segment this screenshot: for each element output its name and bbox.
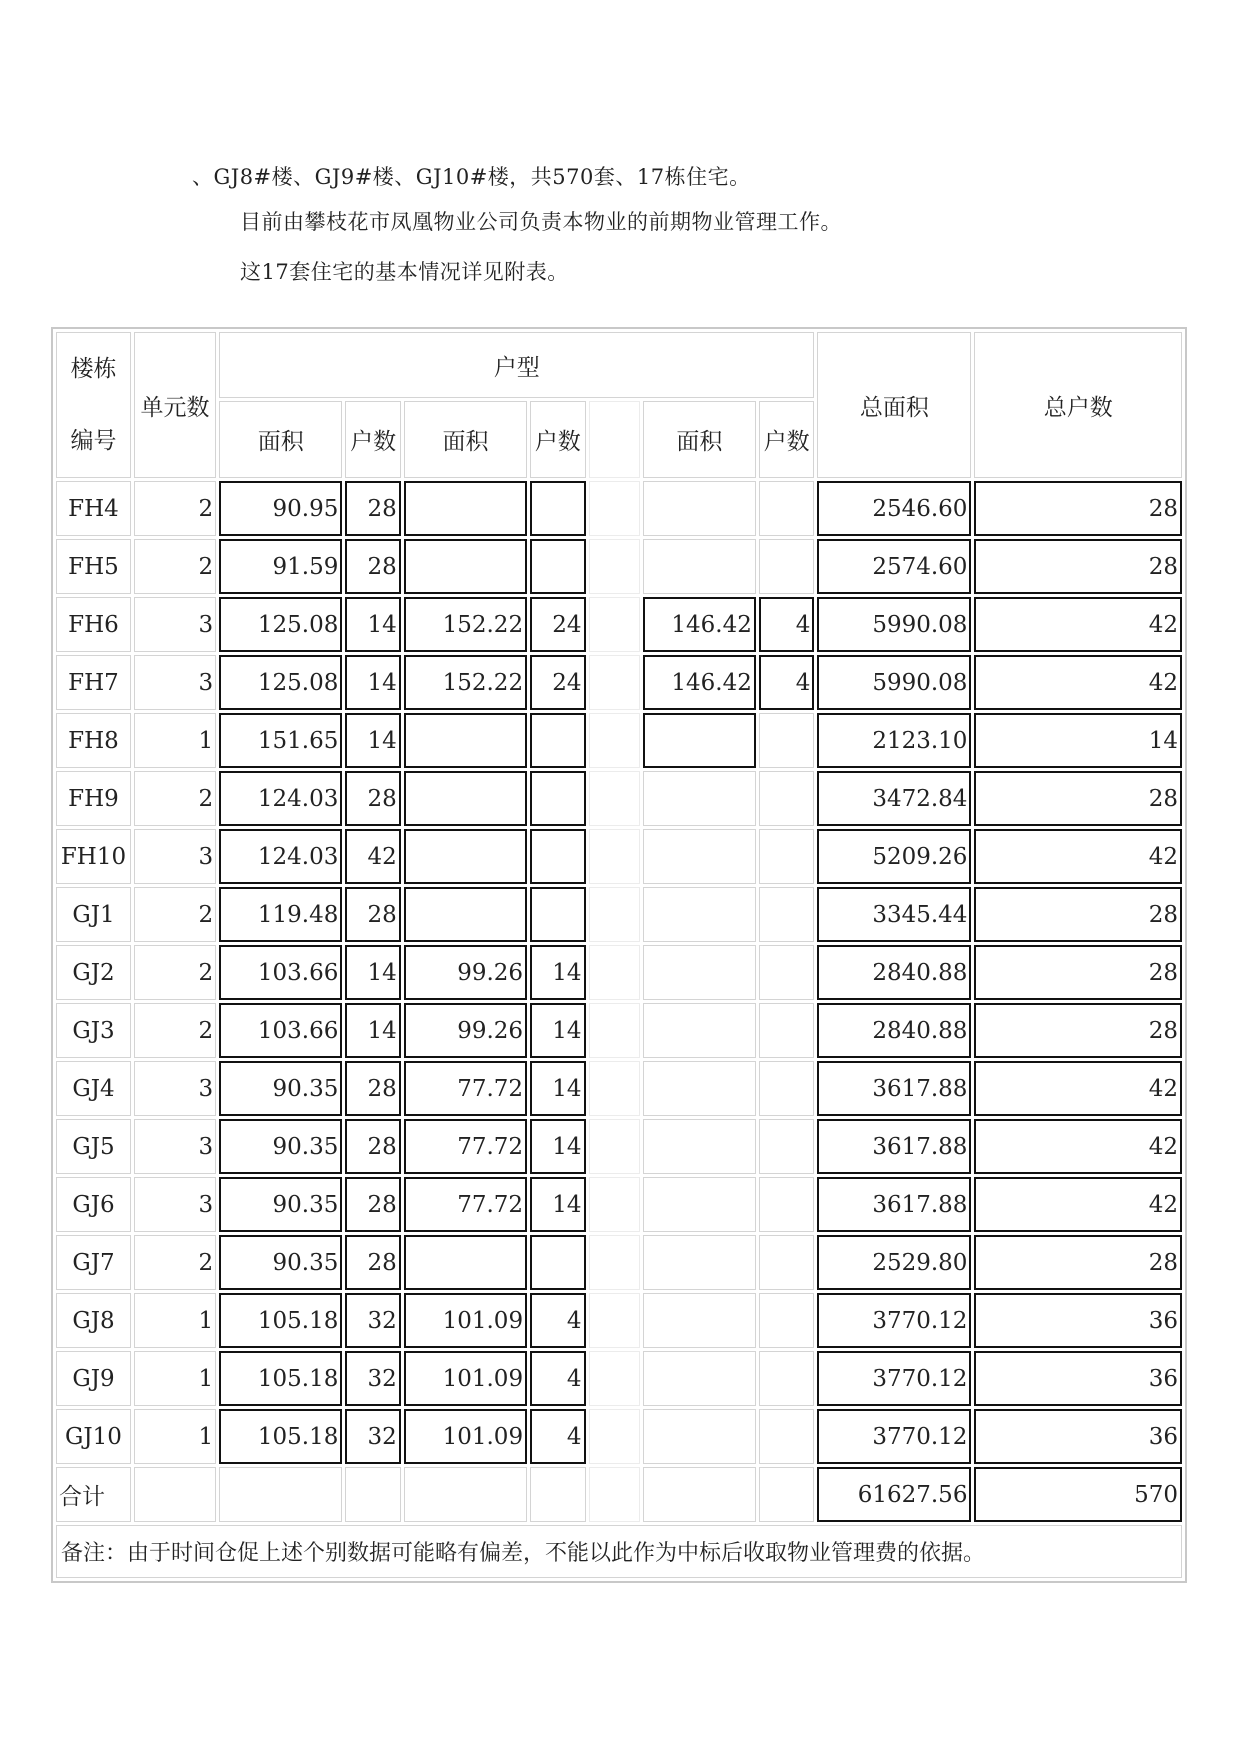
cell-households-3 bbox=[759, 1061, 815, 1116]
cell-households-1: 14 bbox=[345, 1003, 400, 1058]
cell-spacer bbox=[589, 481, 640, 536]
table-row bbox=[56, 481, 1182, 536]
cell-units: 1 bbox=[134, 1293, 216, 1348]
intro-line-2: 目前由攀枝花市凤凰物业公司负责本物业的前期物业管理工作。 bbox=[240, 210, 842, 234]
cell-total-households: 28 bbox=[974, 1235, 1182, 1290]
cell-area-2 bbox=[404, 829, 527, 884]
header-building bbox=[56, 332, 131, 478]
cell-area-1: 125.08 bbox=[219, 655, 342, 710]
cell-area-1: 119.48 bbox=[219, 887, 342, 942]
cell-households-3 bbox=[759, 887, 815, 942]
cell-total-area: 3345.44 bbox=[817, 887, 971, 942]
cell-households-1: 42 bbox=[345, 829, 400, 884]
cell-spacer bbox=[589, 1177, 640, 1232]
cell-total-area: 3770.12 bbox=[817, 1293, 971, 1348]
total-label: 合计 bbox=[56, 1467, 131, 1522]
cell-households-3 bbox=[759, 1119, 815, 1174]
cell-units: 2 bbox=[134, 887, 216, 942]
cell-building: GJ10 bbox=[56, 1409, 131, 1464]
cell-total-area: 2546.60 bbox=[817, 481, 971, 536]
cell-households-1: 14 bbox=[345, 597, 400, 652]
cell-households-2 bbox=[530, 1235, 585, 1290]
header-households-1: 户数 bbox=[345, 401, 400, 478]
cell-total-households: 36 bbox=[974, 1351, 1182, 1406]
cell-spacer bbox=[589, 829, 640, 884]
cell-households-3 bbox=[759, 713, 815, 768]
cell-households-1: 28 bbox=[345, 1061, 400, 1116]
table-row bbox=[56, 1119, 1182, 1174]
total-empty-cell bbox=[589, 1467, 640, 1522]
table-row bbox=[56, 1351, 1182, 1406]
cell-area-3: 146.42 bbox=[643, 597, 756, 652]
cell-total-area: 3770.12 bbox=[817, 1351, 971, 1406]
cell-area-1: 103.66 bbox=[219, 1003, 342, 1058]
cell-households-2 bbox=[530, 481, 585, 536]
cell-spacer bbox=[589, 655, 640, 710]
cell-area-3 bbox=[643, 1119, 756, 1174]
cell-building: GJ4 bbox=[56, 1061, 131, 1116]
cell-households-1: 14 bbox=[345, 655, 400, 710]
cell-area-3: 146.42 bbox=[643, 655, 756, 710]
cell-spacer bbox=[589, 1119, 640, 1174]
cell-spacer bbox=[589, 1061, 640, 1116]
cell-area-1: 90.95 bbox=[219, 481, 342, 536]
cell-households-1: 32 bbox=[345, 1409, 400, 1464]
cell-households-3 bbox=[759, 829, 815, 884]
cell-building: GJ1 bbox=[56, 887, 131, 942]
cell-total-households: 28 bbox=[974, 539, 1182, 594]
cell-total-area: 5990.08 bbox=[817, 597, 971, 652]
cell-households-2: 4 bbox=[530, 1351, 585, 1406]
cell-households-2: 14 bbox=[530, 1061, 585, 1116]
table-row bbox=[56, 829, 1182, 884]
cell-units: 3 bbox=[134, 1061, 216, 1116]
cell-total-area: 3617.88 bbox=[817, 1061, 971, 1116]
cell-building: GJ7 bbox=[56, 1235, 131, 1290]
total-row bbox=[56, 1467, 1182, 1522]
cell-total-households: 42 bbox=[974, 1061, 1182, 1116]
table-row bbox=[56, 771, 1182, 826]
table-row bbox=[56, 1409, 1182, 1464]
cell-total-area: 3770.12 bbox=[817, 1409, 971, 1464]
header-house-type: 户型 bbox=[219, 332, 814, 398]
cell-area-3 bbox=[643, 945, 756, 1000]
cell-area-1: 90.35 bbox=[219, 1061, 342, 1116]
cell-units: 3 bbox=[134, 655, 216, 710]
cell-total-area: 3617.88 bbox=[817, 1177, 971, 1232]
cell-households-3 bbox=[759, 1293, 815, 1348]
table-row bbox=[56, 945, 1182, 1000]
cell-total-households: 14 bbox=[974, 713, 1182, 768]
header-area-1: 面积 bbox=[219, 401, 342, 478]
header-building-top: 楼栋 bbox=[70, 356, 117, 382]
cell-total-area: 3617.88 bbox=[817, 1119, 971, 1174]
cell-households-1: 14 bbox=[345, 713, 400, 768]
cell-units: 2 bbox=[134, 1235, 216, 1290]
cell-area-3 bbox=[643, 1177, 756, 1232]
cell-building: FH8 bbox=[56, 713, 131, 768]
cell-units: 1 bbox=[134, 713, 216, 768]
cell-households-3 bbox=[759, 1235, 815, 1290]
cell-households-1: 32 bbox=[345, 1351, 400, 1406]
cell-total-households: 36 bbox=[974, 1409, 1182, 1464]
cell-households-1: 28 bbox=[345, 1119, 400, 1174]
cell-area-1: 90.35 bbox=[219, 1177, 342, 1232]
header-spacer bbox=[589, 401, 640, 478]
cell-building: GJ8 bbox=[56, 1293, 131, 1348]
cell-households-1: 28 bbox=[345, 539, 400, 594]
cell-spacer bbox=[589, 1409, 640, 1464]
cell-households-2 bbox=[530, 713, 585, 768]
cell-area-2: 77.72 bbox=[404, 1177, 527, 1232]
header-units: 单元数 bbox=[134, 332, 216, 478]
cell-area-3 bbox=[643, 539, 756, 594]
cell-area-3 bbox=[643, 771, 756, 826]
remark-row bbox=[56, 1525, 1182, 1578]
cell-area-1: 105.18 bbox=[219, 1351, 342, 1406]
cell-building: GJ2 bbox=[56, 945, 131, 1000]
total-empty-cell bbox=[643, 1467, 756, 1522]
cell-households-2: 14 bbox=[530, 1177, 585, 1232]
cell-area-2: 77.72 bbox=[404, 1061, 527, 1116]
cell-households-3: 4 bbox=[759, 655, 815, 710]
cell-area-2: 99.26 bbox=[404, 1003, 527, 1058]
cell-households-2: 4 bbox=[530, 1409, 585, 1464]
cell-total-households: 28 bbox=[974, 481, 1182, 536]
cell-total-area: 2840.88 bbox=[817, 945, 971, 1000]
cell-total-households: 42 bbox=[974, 829, 1182, 884]
cell-area-1: 90.35 bbox=[219, 1235, 342, 1290]
cell-building: FH7 bbox=[56, 655, 131, 710]
total-empty-cell bbox=[219, 1467, 342, 1522]
table-row bbox=[56, 1293, 1182, 1348]
cell-area-1: 105.18 bbox=[219, 1409, 342, 1464]
table-row bbox=[56, 1177, 1182, 1232]
cell-area-3 bbox=[643, 1235, 756, 1290]
cell-building: GJ5 bbox=[56, 1119, 131, 1174]
cell-area-1: 103.66 bbox=[219, 945, 342, 1000]
table-row bbox=[56, 887, 1182, 942]
cell-units: 3 bbox=[134, 829, 216, 884]
cell-area-2: 101.09 bbox=[404, 1409, 527, 1464]
cell-households-1: 28 bbox=[345, 481, 400, 536]
header-total-area: 总面积 bbox=[817, 332, 971, 478]
cell-households-2 bbox=[530, 887, 585, 942]
cell-total-households: 42 bbox=[974, 1177, 1182, 1232]
cell-area-2 bbox=[404, 1235, 527, 1290]
cell-households-3 bbox=[759, 1351, 815, 1406]
cell-total-area: 2123.10 bbox=[817, 713, 971, 768]
cell-households-3 bbox=[759, 481, 815, 536]
cell-total-households: 28 bbox=[974, 945, 1182, 1000]
cell-area-2: 101.09 bbox=[404, 1351, 527, 1406]
cell-households-1: 32 bbox=[345, 1293, 400, 1348]
cell-area-2: 99.26 bbox=[404, 945, 527, 1000]
cell-households-2 bbox=[530, 829, 585, 884]
total-empty-cell bbox=[759, 1467, 815, 1522]
header-households-2: 户数 bbox=[530, 401, 585, 478]
cell-area-3 bbox=[643, 1003, 756, 1058]
cell-area-1: 151.65 bbox=[219, 713, 342, 768]
cell-total-area: 3472.84 bbox=[817, 771, 971, 826]
cell-households-2: 24 bbox=[530, 655, 585, 710]
cell-building: FH10 bbox=[56, 829, 131, 884]
cell-households-1: 14 bbox=[345, 945, 400, 1000]
cell-total-households: 28 bbox=[974, 771, 1182, 826]
cell-households-3 bbox=[759, 1003, 815, 1058]
header-total-households: 总户数 bbox=[974, 332, 1182, 478]
cell-total-households: 42 bbox=[974, 655, 1182, 710]
cell-building: FH6 bbox=[56, 597, 131, 652]
cell-area-3 bbox=[643, 481, 756, 536]
table-row bbox=[56, 1061, 1182, 1116]
header-area-2: 面积 bbox=[404, 401, 527, 478]
cell-spacer bbox=[589, 539, 640, 594]
cell-households-3 bbox=[759, 945, 815, 1000]
cell-building: FH9 bbox=[56, 771, 131, 826]
cell-area-3 bbox=[643, 713, 756, 768]
cell-spacer bbox=[589, 771, 640, 826]
cell-building: GJ9 bbox=[56, 1351, 131, 1406]
cell-total-households: 28 bbox=[974, 887, 1182, 942]
cell-households-2: 4 bbox=[530, 1293, 585, 1348]
cell-total-area: 2574.60 bbox=[817, 539, 971, 594]
cell-units: 2 bbox=[134, 771, 216, 826]
cell-area-2 bbox=[404, 713, 527, 768]
cell-units: 2 bbox=[134, 481, 216, 536]
remark-text: 备注：由于时间仓促上述个别数据可能略有偏差，不能以此作为中标后收取物业管理费的依据。 bbox=[56, 1525, 1182, 1578]
cell-area-1: 91.59 bbox=[219, 539, 342, 594]
cell-spacer bbox=[589, 597, 640, 652]
cell-households-3: 4 bbox=[759, 597, 815, 652]
cell-households-2: 14 bbox=[530, 1003, 585, 1058]
header-building-bottom: 编号 bbox=[70, 428, 117, 454]
cell-units: 3 bbox=[134, 597, 216, 652]
cell-households-2: 24 bbox=[530, 597, 585, 652]
cell-units: 1 bbox=[134, 1351, 216, 1406]
cell-spacer bbox=[589, 887, 640, 942]
cell-area-2: 152.22 bbox=[404, 655, 527, 710]
total-empty-cell bbox=[345, 1467, 400, 1522]
cell-units: 2 bbox=[134, 1003, 216, 1058]
cell-total-households: 42 bbox=[974, 1119, 1182, 1174]
cell-total-households: 36 bbox=[974, 1293, 1182, 1348]
intro-line-3: 这17套住宅的基本情况详见附表。 bbox=[240, 260, 569, 284]
cell-spacer bbox=[589, 713, 640, 768]
cell-area-3 bbox=[643, 887, 756, 942]
cell-total-households: 42 bbox=[974, 597, 1182, 652]
cell-households-2 bbox=[530, 539, 585, 594]
cell-area-1: 124.03 bbox=[219, 771, 342, 826]
table-row bbox=[56, 1003, 1182, 1058]
cell-area-2 bbox=[404, 481, 527, 536]
cell-households-2 bbox=[530, 771, 585, 826]
cell-area-3 bbox=[643, 1409, 756, 1464]
cell-spacer bbox=[589, 1003, 640, 1058]
cell-area-2: 101.09 bbox=[404, 1293, 527, 1348]
table-row bbox=[56, 1235, 1182, 1290]
cell-area-3 bbox=[643, 1293, 756, 1348]
cell-area-3 bbox=[643, 1061, 756, 1116]
cell-households-1: 28 bbox=[345, 1235, 400, 1290]
total-empty-cell bbox=[530, 1467, 585, 1522]
cell-spacer bbox=[589, 1293, 640, 1348]
cell-households-2: 14 bbox=[530, 1119, 585, 1174]
cell-area-2: 152.22 bbox=[404, 597, 527, 652]
cell-total-area: 2529.80 bbox=[817, 1235, 971, 1290]
cell-households-1: 28 bbox=[345, 1177, 400, 1232]
cell-area-2 bbox=[404, 539, 527, 594]
total-empty-cell bbox=[404, 1467, 527, 1522]
cell-total-area: 2840.88 bbox=[817, 1003, 971, 1058]
cell-area-2: 77.72 bbox=[404, 1119, 527, 1174]
cell-households-2: 14 bbox=[530, 945, 585, 1000]
header-row-1 bbox=[56, 332, 1182, 398]
cell-area-3 bbox=[643, 829, 756, 884]
cell-spacer bbox=[589, 1351, 640, 1406]
cell-area-1: 105.18 bbox=[219, 1293, 342, 1348]
header-households-3: 户数 bbox=[759, 401, 815, 478]
cell-area-3 bbox=[643, 1351, 756, 1406]
cell-building: FH5 bbox=[56, 539, 131, 594]
cell-building: FH4 bbox=[56, 481, 131, 536]
intro-line-1: 、GJ8#楼、GJ9#楼、GJ10#楼，共570套、17栋住宅。 bbox=[192, 165, 751, 189]
cell-units: 2 bbox=[134, 945, 216, 1000]
cell-units: 3 bbox=[134, 1177, 216, 1232]
total-area-sum: 61627.56 bbox=[817, 1467, 971, 1522]
cell-units: 1 bbox=[134, 1409, 216, 1464]
total-empty-cell bbox=[134, 1467, 216, 1522]
cell-units: 3 bbox=[134, 1119, 216, 1174]
cell-households-3 bbox=[759, 1409, 815, 1464]
cell-area-1: 124.03 bbox=[219, 829, 342, 884]
cell-total-households: 28 bbox=[974, 1003, 1182, 1058]
cell-building: GJ6 bbox=[56, 1177, 131, 1232]
cell-area-1: 90.35 bbox=[219, 1119, 342, 1174]
cell-households-1: 28 bbox=[345, 887, 400, 942]
cell-building: GJ3 bbox=[56, 1003, 131, 1058]
housing-table bbox=[51, 327, 1187, 1583]
cell-total-area: 5209.26 bbox=[817, 829, 971, 884]
cell-spacer bbox=[589, 1235, 640, 1290]
table-row bbox=[56, 539, 1182, 594]
cell-households-3 bbox=[759, 771, 815, 826]
table-row bbox=[56, 655, 1182, 710]
cell-households-3 bbox=[759, 1177, 815, 1232]
cell-households-3 bbox=[759, 539, 815, 594]
total-households-sum: 570 bbox=[974, 1467, 1182, 1522]
cell-units: 2 bbox=[134, 539, 216, 594]
cell-households-1: 28 bbox=[345, 771, 400, 826]
cell-spacer bbox=[589, 945, 640, 1000]
cell-total-area: 5990.08 bbox=[817, 655, 971, 710]
cell-area-2 bbox=[404, 771, 527, 826]
table-row bbox=[56, 597, 1182, 652]
cell-area-2 bbox=[404, 887, 527, 942]
cell-area-1: 125.08 bbox=[219, 597, 342, 652]
table-row bbox=[56, 713, 1182, 768]
header-area-3: 面积 bbox=[643, 401, 756, 478]
